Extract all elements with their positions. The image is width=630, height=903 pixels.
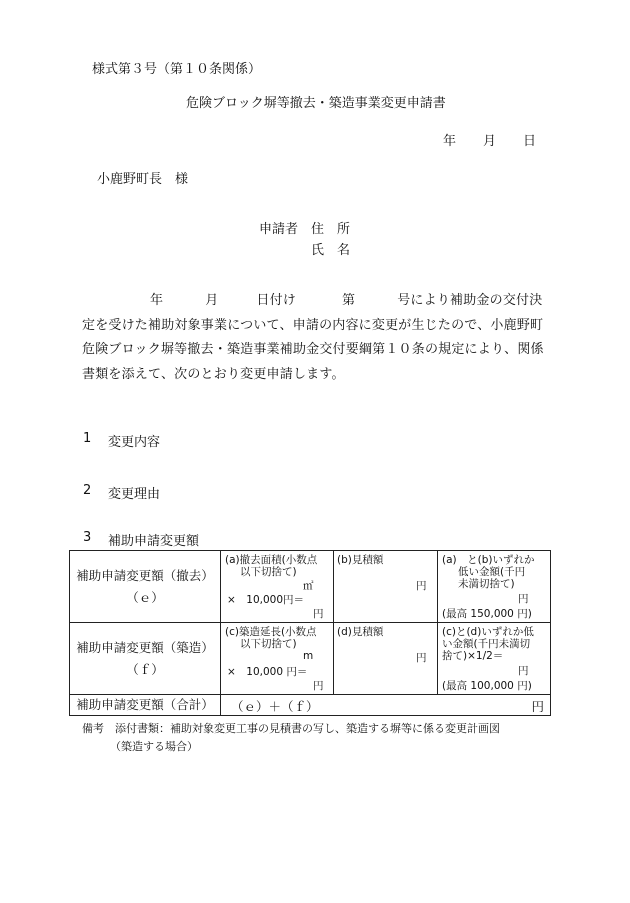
body-line1-end: 号により補助金の交付決: [397, 293, 543, 308]
build-lower-yen: 円: [518, 665, 529, 677]
date-year: 年: [443, 134, 457, 149]
total-label: 補助申請変更額（合計）: [70, 695, 221, 716]
build-estimate-yen: 円: [416, 652, 427, 664]
removal-label-cell: [70, 551, 221, 623]
build-estimate-label: (d)見積額: [337, 626, 384, 638]
build-label: 補助申請変更額（築造）: [76, 639, 214, 655]
note-line1: 備考 添付書類：補助対象変更工事の見積書の写し、築造する塀等に係る変更計画図: [82, 722, 500, 735]
build-length-cell: [221, 623, 334, 695]
applicant-name-label: 氏 名: [311, 243, 351, 258]
build-lower-line3: 捨て)×1/2＝: [442, 650, 504, 662]
addressee: 小鹿野町長 様: [97, 172, 189, 187]
document-title: 危険ブロック塀等撤去・築造事業変更申請書: [186, 96, 446, 111]
body-year: 年: [150, 293, 164, 308]
total-value-cell: [221, 695, 551, 716]
removal-label-e: （ｅ）: [126, 589, 164, 605]
body-month: 月: [205, 293, 219, 308]
removal-lower-cell: [438, 551, 551, 623]
build-lower-line1: (c)と(d)いずれか低: [442, 626, 534, 638]
removal-area-line1: (a)撤去面積(小数点: [225, 554, 318, 566]
build-lower-line2: い金額(千円未満切: [442, 638, 531, 650]
build-length-yen: 円: [313, 680, 324, 692]
build-length-calc: × 10,000 円＝: [227, 666, 308, 678]
build-length-line1: (c)築造延長(小数点: [225, 626, 317, 638]
applicant-label: 申請者: [259, 222, 299, 237]
removal-lower-max: (最高 150,000 円): [442, 608, 532, 620]
removal-estimate-cell: [334, 551, 438, 623]
item-3-label: 補助申請変更額: [108, 534, 200, 549]
table-row-removal: [70, 551, 551, 623]
item-2-label: 変更理由: [108, 487, 161, 502]
body-line3: 危険ブロック塀等撤去・築造事業補助金交付要綱第１０条の規定により、関係: [82, 342, 544, 357]
item-1-num: 1: [83, 431, 92, 446]
date-month: 月: [483, 134, 497, 149]
removal-estimate-yen: 円: [416, 580, 427, 592]
build-length-line2: 以下切捨て): [240, 638, 297, 650]
body-line2: 定を受けた補助対象事業について、申請の内容に変更が生じたので、小鹿野町: [82, 317, 544, 333]
removal-area-line2: 以下切捨て): [240, 566, 297, 578]
build-lower-cell: [438, 623, 551, 695]
removal-lower-line1: (a) と(b)いずれか: [442, 554, 535, 566]
removal-area-cell: [221, 551, 334, 623]
build-estimate-cell: [334, 623, 438, 695]
build-label-cell: [70, 623, 221, 695]
removal-lower-line2: 低い金額(千円: [458, 566, 526, 578]
removal-estimate-label: (b)見積額: [337, 554, 384, 566]
subsidy-amount-table: [69, 550, 551, 716]
table-row-build: [70, 623, 551, 695]
total-formula: （ｅ）＋（ｆ）: [231, 699, 319, 714]
total-yen: 円: [531, 699, 544, 714]
date-day: 日: [523, 134, 537, 149]
build-lower-max: (最高 100,000 円): [442, 680, 532, 692]
removal-area-calc: × 10,000円＝: [227, 594, 305, 606]
removal-lower-yen: 円: [518, 593, 529, 605]
item-1-label: 変更内容: [108, 435, 161, 450]
form-number: 様式第３号（第１０条関係）: [92, 62, 262, 77]
item-2-num: 2: [83, 483, 92, 498]
body-day-suffix: 日付け: [256, 293, 297, 308]
build-label-f: （ｆ）: [126, 661, 164, 677]
item-3-num: 3: [83, 530, 92, 545]
note-line2: （築造する場合）: [110, 740, 198, 753]
body-dai: 第: [342, 293, 356, 308]
removal-lower-line3: 未満切捨て): [458, 578, 515, 590]
application-body: [82, 289, 550, 387]
removal-label: 補助申請変更額（撤去）: [76, 567, 214, 583]
build-length-unit: m: [303, 650, 314, 662]
table-row-total: [70, 695, 551, 716]
applicant-address-label: 住 所: [311, 222, 351, 237]
removal-area-yen: 円: [313, 608, 324, 620]
body-line4: 書類を添えて、次のとおり変更申請します。: [82, 366, 345, 382]
removal-area-unit: ㎡: [303, 580, 314, 592]
